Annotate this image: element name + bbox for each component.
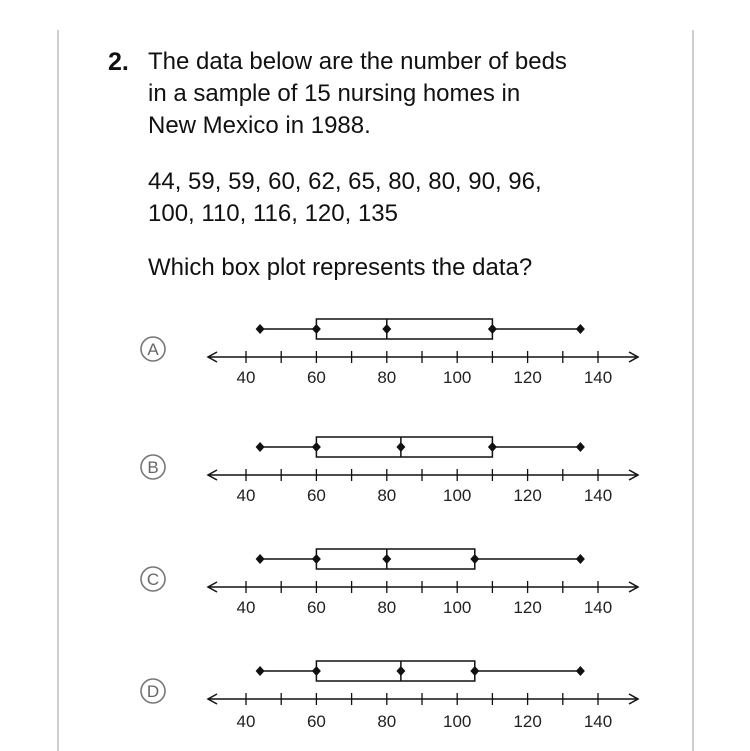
option-a-tick-label: 120 [513, 368, 542, 387]
option-b-tick-label: 120 [513, 486, 542, 505]
option-d-tick-label: 140 [583, 712, 613, 731]
option-d-median-point [396, 666, 405, 676]
option-c-tick-label: 60 [306, 598, 326, 617]
option-c-q1-point [312, 554, 321, 564]
option-d-q3-point [470, 666, 479, 676]
option-d-tick-label: 60 [306, 712, 326, 731]
option-d-tick-label: 80 [377, 712, 397, 731]
option-c-tick-label: 120 [513, 598, 542, 617]
option-a-letter: A [147, 340, 159, 359]
option-b-max-point [576, 442, 585, 452]
option-b-tick-label: 60 [306, 486, 326, 505]
option-b-tick-label: 80 [377, 486, 397, 505]
option-d-letter: D [146, 682, 160, 701]
question-number: 2. [108, 48, 129, 76]
option-a-max-point [576, 324, 585, 334]
option-c-median-point [382, 554, 391, 564]
option-a-tick-label: 140 [583, 368, 613, 387]
option-b-min-point [256, 442, 265, 452]
option-d-tick-label: 120 [513, 712, 542, 731]
option-d-max-point [576, 666, 585, 676]
option-a-tick-label: 60 [306, 368, 326, 387]
option-a-q1-point [312, 324, 321, 334]
option-d-tick-label: 100 [443, 712, 472, 731]
option-a-min-point [256, 324, 265, 334]
question-prompt: Which box plot represents the data? [148, 254, 533, 281]
option-d-min-point [256, 666, 265, 676]
option-c-tick-label: 80 [377, 598, 397, 617]
option-c-tick-label: 140 [583, 598, 613, 617]
option-b-median-point [396, 442, 405, 452]
option-c-tick-label: 100 [443, 598, 472, 617]
option-b-tick-label: 140 [583, 486, 613, 505]
question-text: The data below are the number of beds in a sample of 15 nursing homes in New Mexico in 1988. [148, 48, 567, 139]
option-a-box [316, 319, 492, 339]
option-a-median-point [382, 324, 391, 334]
option-b-tick-label: 100 [443, 486, 472, 505]
question-data-values: 44, 59, 59, 60, 62, 65, 80, 80, 90, 96, 100, 110, 116, 120, 135 [148, 168, 542, 227]
option-b-q3-point [488, 442, 497, 452]
option-d-q1-point [312, 666, 321, 676]
option-d-box [316, 661, 474, 681]
option-b-letter: B [147, 458, 159, 477]
option-a-tick-label: 80 [377, 368, 397, 387]
option-c-max-point [576, 554, 585, 564]
option-a-tick-label: 100 [443, 368, 472, 387]
option-c-box [316, 549, 474, 569]
option-c-q3-point [470, 554, 479, 564]
option-c-tick-label: 40 [236, 598, 256, 617]
option-c-min-point [256, 554, 265, 564]
option-b-q1-point [312, 442, 321, 452]
option-d-tick-label: 40 [236, 712, 256, 731]
option-b-tick-label: 40 [236, 486, 256, 505]
option-c-letter: C [146, 570, 160, 589]
option-a-tick-label: 40 [236, 368, 256, 387]
option-a-q3-point [488, 324, 497, 334]
